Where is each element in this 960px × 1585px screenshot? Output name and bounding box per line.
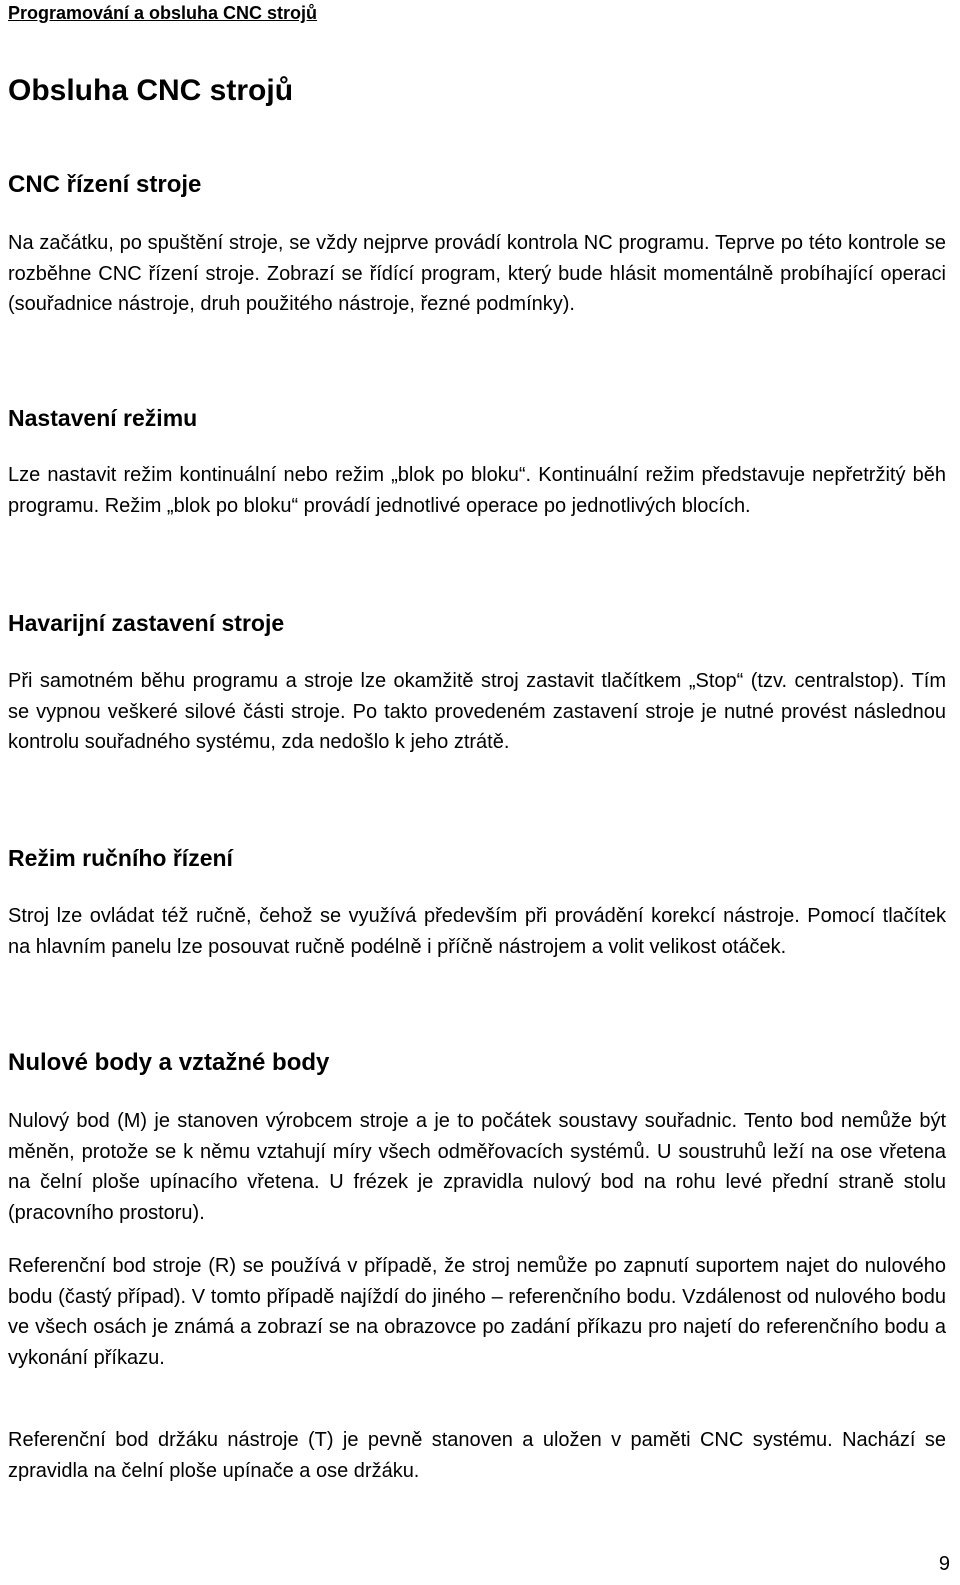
paragraph-referencni-bod: Referenční bod stroje (R) se používá v případě, že stroj nemůže po zapnutí suportem najet do nulového bodu (častý případ). V tomto případě najíždí do jiného – referenčního bodu. Vzdálenost od nulového bodu ve všech osách je známá a zobrazí se na obrazovce po zadání příkazu pro najetí do referenčního bodu a vykonání příkazu.: [8, 1255, 946, 1369]
section-heading-nastaveni-rezimu: Nastavení režimu: [8, 405, 198, 431]
paragraph-bod-drzaku: Referenční bod držáku nástroje (T) je pevně stanoven a uložen v paměti CNC systému. Nachází se zpravidla na čelní ploše upínače a ose držáku.: [8, 1429, 946, 1482]
paragraph-cnc-rizeni: Na začátku, po spuštění stroje, se vždy nejprve provádí kontrola NC programu. Teprve po této kontrole se rozběhne CNC řízení stroje. Zobrazí se řídící program, který bude hlásit momentálně probíhající operaci (souřadnice nástroje, druh použitého nástroje, řezné podmínky).: [8, 232, 946, 316]
paragraph-nulovy-bod: Nulový bod (M) je stanoven výrobcem stroje a je to počátek soustavy souřadnic. Tento bod nemůže být měněn, protože se k němu vztahují míry všech odměřovacích systémů. U soustruhů leží na ose vřetena na čelní ploše upínacího vřetena. U frézek je zpravidla nulový bod na rohu levé přední straně stolu (pracovního prostoru).: [8, 1110, 946, 1224]
paragraph-rucni-rizeni: Stroj lze ovládat též ručně, čehož se využívá především při provádění korekcí nástroje. Pomocí tlačítek na hlavním panelu lze posouvat ručně podélně i příčně nástrojem a volit velikost otáček.: [8, 905, 946, 958]
paragraph-havarijni-zastaveni: Při samotném běhu programu a stroje lze okamžitě stroj zastavit tlačítkem „Stop“ (tzv. centralstop). Tím se vypnou veškeré silové části stroje. Po takto provedeném zastavení stroje je nutné provést následnou kontrolu souřadného systému, zda nedošlo k jeho ztrátě.: [8, 670, 946, 754]
section-heading-rucni-rizeni: Režim ručního řízení: [8, 845, 233, 871]
page-number: 9: [938, 1553, 950, 1575]
section-heading-havarijni-zastaveni: Havarijní zastavení stroje: [8, 610, 285, 636]
page-title: Obsluha CNC strojů: [8, 74, 294, 107]
running-head: Programování a obsluha CNC strojů: [8, 3, 318, 23]
section-heading-nulove-body: Nulové body a vztažné body: [8, 1049, 330, 1076]
section-heading-cnc-rizeni: CNC řízení stroje: [8, 171, 202, 198]
paragraph-nastaveni-rezimu: Lze nastavit režim kontinuální nebo režim „blok po bloku“. Kontinuální režim představuje nepřetržitý běh programu. Režim „blok po bloku“ provádí jednotlivé operace po jednotlivých blocích.: [8, 464, 946, 517]
